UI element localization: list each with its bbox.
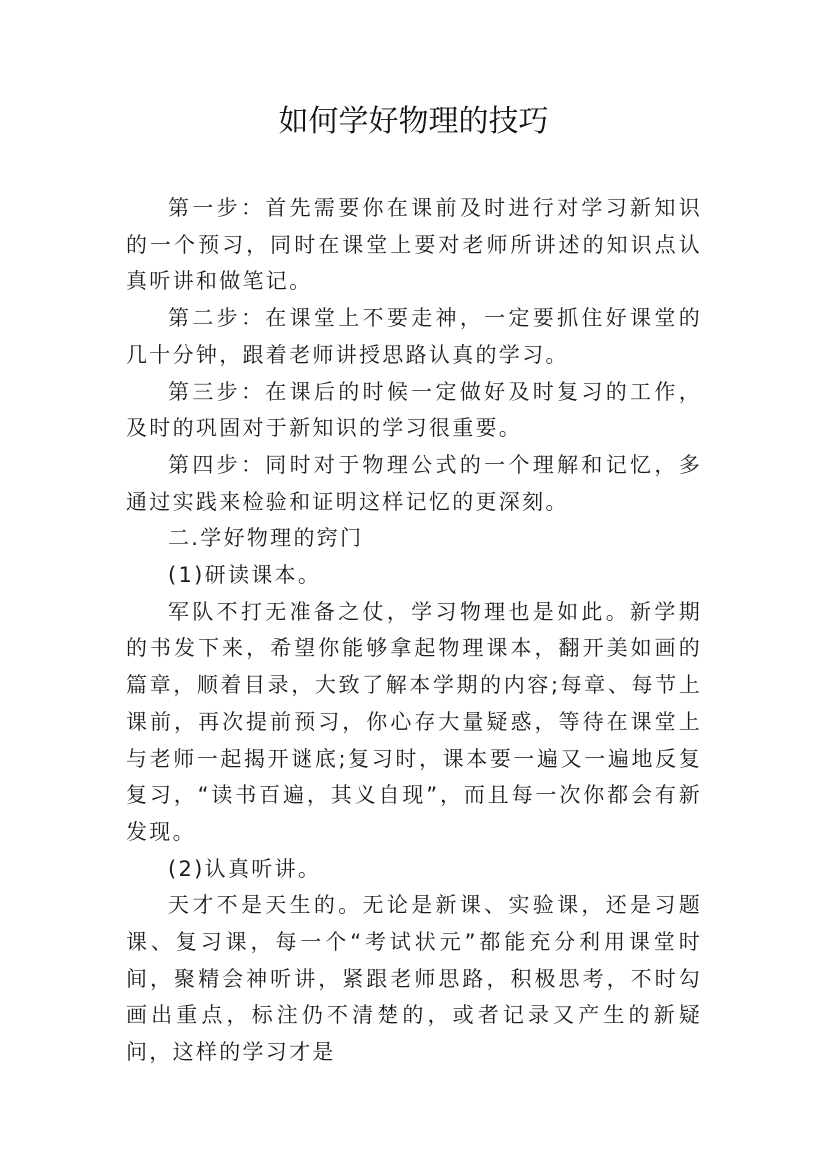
section-heading-tips: 二.学好物理的窍门 bbox=[168, 526, 364, 551]
paragraph-step-3: 第三步：在课后的时候一定做好及时复习的工作，及时的巩固对于新知识的学习很重要。 bbox=[126, 379, 702, 441]
subheading-read-textbook: (1)研读课本。 bbox=[168, 563, 322, 588]
document-body bbox=[126, 190, 702, 1071]
paragraph-step-2: 第二步：在课堂上不要走神，一定要抓住好课堂的几十分钟，跟着老师讲授思路认真的学习。 bbox=[126, 306, 702, 367]
document-title: 如何学好物理的技巧 bbox=[278, 104, 549, 139]
paragraph-listen-carefully: 天才不是天生的。无论是新课、实验课，还是习题课、复习课，每一个“考试状元”都能充分利用课堂时间，聚精会神听讲，紧跟老师思路，积极思考，不时勾画出重点，标注仍不清楚的，或者记录又产生的新疑问，这样的学习才是 bbox=[126, 893, 702, 1065]
subheading-listen-carefully: (2)认真听讲。 bbox=[168, 856, 322, 881]
paragraph-step-1: 第一步：首先需要你在课前及时进行对学习新知识的一个预习，同时在课堂上要对老师所讲述的知识点认真听讲和做笔记。 bbox=[126, 196, 702, 294]
paragraph-step-4: 第四步：同时对于物理公式的一个理解和记忆，多通过实践来检验和证明这样记忆的更深刻。 bbox=[126, 452, 702, 514]
paragraph-read-textbook: 军队不打无准备之仗，学习物理也是如此。新学期的书发下来，希望你能够拿起物理课本，翻开美如画的篇章，顺着目录，大致了解本学期的内容;每章、每节上课前，再次提前预习，你心存大量疑惑，等待在课堂上与老师一起揭开谜底;复习时，课本要一遍又一遍地反复复习，“读书百遍，其义自现”，而且每一次你都会有新发现。 bbox=[126, 599, 702, 844]
